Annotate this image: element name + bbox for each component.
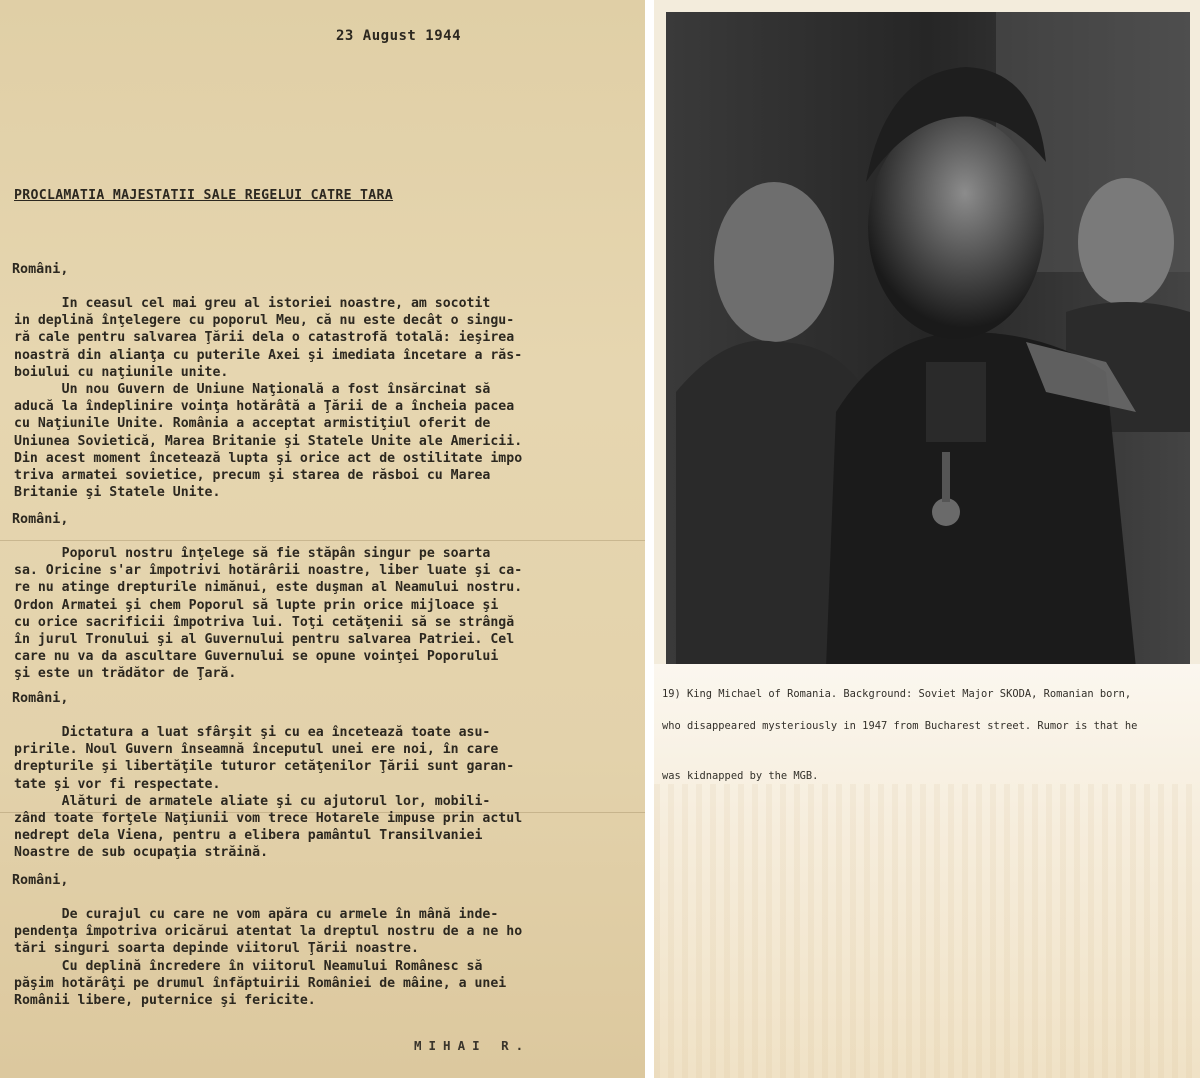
- king-face: [868, 115, 1044, 339]
- paragraph-3: Dictatura a luat sfârşit şi cu ea încetează toate asu- pririle. Noul Guvern înseamnă începutul unei ere noi, în care drepturile şi libertăţile tuturor cetăţenilor Ţării sunt garan- tate şi vor fi respectate. Alături de armatele aliate şi cu ajutorul lor, mobili- zând toate forţele Naţiunii vom trece Hotarele impuse prin actul nedrept dela Viena, pentru a elibera pamântul Transilvaniei Noastre de sub ocupaţia străină.: [14, 725, 523, 861]
- caption-line-3: was kidnapped by the MGB.: [662, 770, 819, 782]
- medal-ribbon: [942, 452, 950, 502]
- card-texture: [654, 784, 1200, 1078]
- king-collar: [926, 362, 986, 442]
- document-date: 23 August 1944: [336, 28, 462, 44]
- salutation-2: Români,: [12, 512, 69, 527]
- caption-card: [654, 664, 1200, 1078]
- paragraph-2: Poporul nostru înţelege să fie stăpân singur pe soarta sa. Oricine s'ar împotrivi hotărârii noastre, liber luate şi ca- re nu atinge drepturile nimănui, este duşman al Neamului nostru. Ordon Armatei şi chem Poporul să lupte prin orice mijloace şi cu orice sacrificii împotriva lui. Toţi cetăţenii să se strângă în jurul Tronului şi al Guvernului pentru salvarea Patriei. Cel care nu va da ascultare Guvernului se opune voinţei Poporului şi este un trădător de Ţară.: [14, 546, 523, 682]
- paragraph-1: In ceasul cel mai greu al istoriei noastre, am socotit in deplină înţelegere cu poporul Meu, că nu este decât o singu- ră cale pentru salvarea Ţării dela o catastrofă totală: ieşirea noastră din alianţa cu puterile Axei şi imediata încetare a răs- boiului cu naţiunile unite. Un nou Guvern de Uniune Naţională a fost însărcinat să aducă la îndeplinire voinţa hotărâtă a Ţării de a încheia pacea cu Naţiunile Unite. România a acceptat armistiţiul oferit de Uniunea Sovietică, Marea Britanie şi Statele Unite ale Americii. Din acest moment încetează lupta şi orice act de ostilitate impo triva armatei sovietice, precum şi starea de răsboi cu Marea Britanie şi Statele Unite.: [14, 296, 523, 501]
- caption-line-1: 19) King Michael of Romania. Background: Soviet Major SKODA, Romanian born,: [662, 688, 1132, 700]
- paragraph-4: De curajul cu care ne vom apăra cu armele în mână inde- pendenţa împotriva oricărui atentat la dreptul nostru de a ne ho tări singuri soarta depinde viitorul Ţării noastre. Cu deplină încredere în viitorul Neamului Românesc să păşim hotărâţi pe drumul înfăptuirii României de mâine, a unei Românii libere, puternice şi fericite.: [14, 907, 523, 1009]
- right-figure-face: [1078, 178, 1174, 306]
- medal: [932, 498, 960, 526]
- salutation-3: Români,: [12, 691, 69, 706]
- salutation-4: Români,: [12, 873, 69, 888]
- signature: MIHAI R.: [414, 1038, 531, 1053]
- portrait-photograph: [666, 12, 1190, 668]
- paper-fold-line: [0, 540, 645, 541]
- document-title: PROCLAMATIA MAJESTATII SALE REGELUI CATRE TARA: [14, 188, 394, 203]
- caption-line-2: who disappeared mysteriously in 1947 from Bucharest street. Rumor is that he: [662, 720, 1138, 732]
- photo-illustration: [666, 12, 1190, 668]
- left-officer-face: [714, 182, 834, 342]
- salutation-1: Români,: [12, 262, 69, 277]
